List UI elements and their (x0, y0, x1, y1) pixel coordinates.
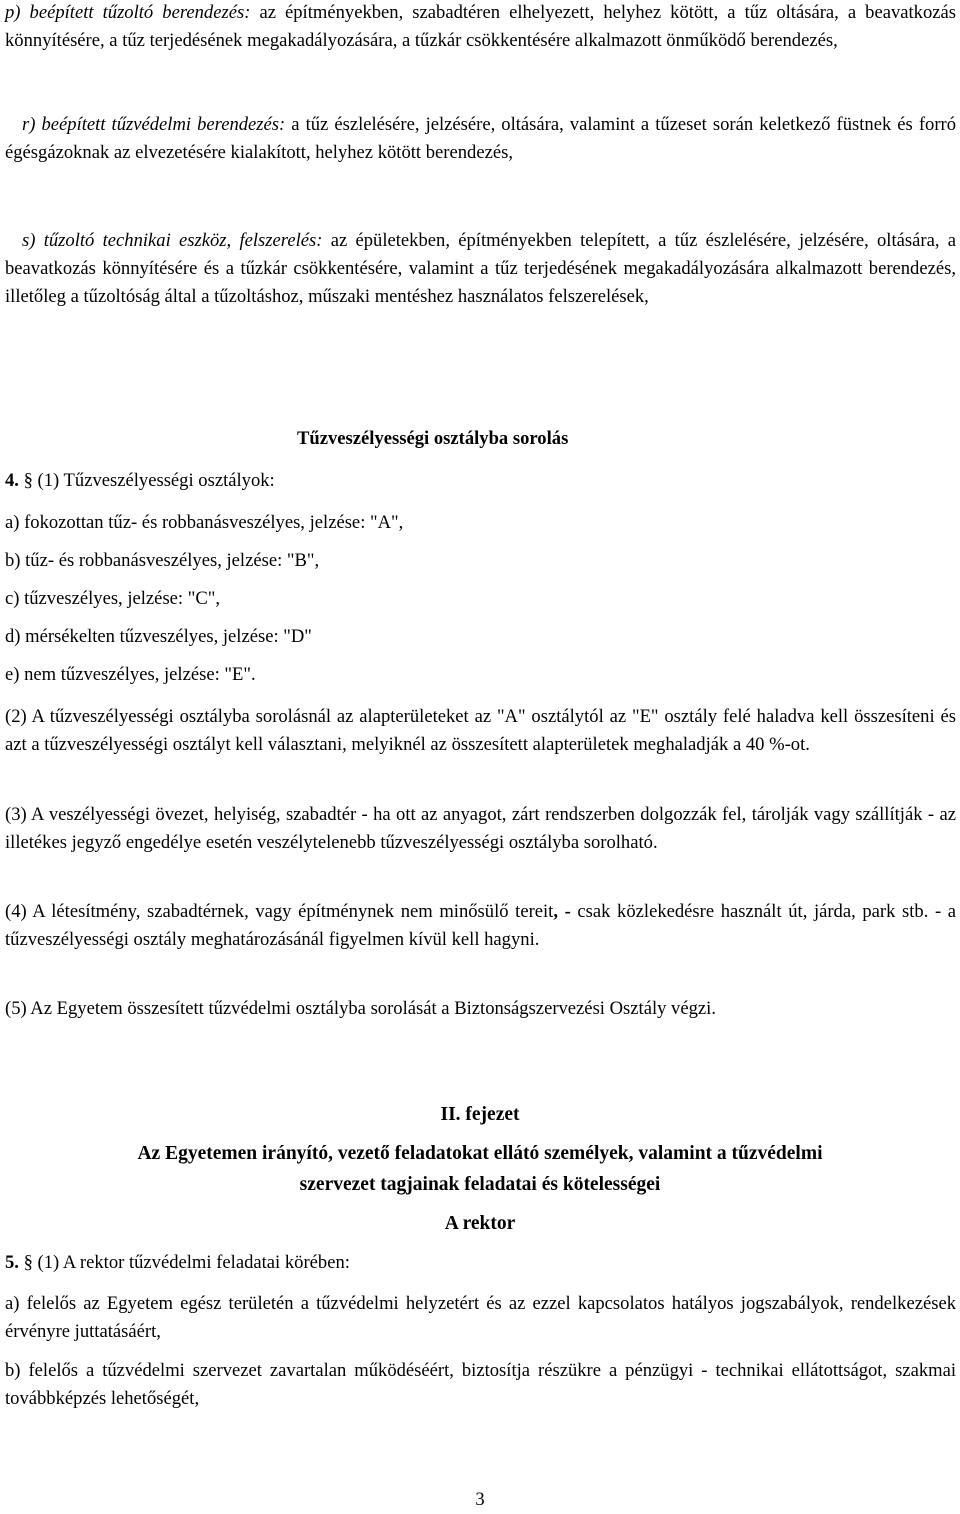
definition-term: s) tűzoltó technikai eszköz, felszerelés: (22, 230, 323, 251)
definition-s (5, 227, 956, 311)
paragraph-3: (3) A veszélyességi övezet, helyiség, szabadtér - ha ott az anyagot, zárt rendszerben dolgozzák fel, tárolják vagy szállítják - az illetékes jegyző engedélye esetén veszélytelenebb tűzveszélyességi osztályba sorolható. (5, 804, 956, 853)
paragraph-5: (5) Az Egyetem összesített tűzvédelmi osztályba sorolását a Biztonságszervezési Osztály végzi. (5, 998, 716, 1019)
definition-r (5, 111, 956, 167)
class-item-b: b) tűz- és robbanásveszélyes, jelzése: "B", (5, 550, 320, 571)
paragraph-2: (2) A tűzveszélyességi osztályba sorolásnál az alapterületeket az "A" osztálytól az "E" osztály felé haladva kell összesíteni és azt a tűzveszélyességi osztályt kell választani, melyiknél az összesített alapterületek meghaladják a 40 %-ot. (5, 706, 956, 755)
paragraph-4 (5, 898, 956, 954)
definition-text: az építményekben, szabadtéren elhelyezett, helyhez kötött, a tűz oltására, a beavatkozás könnyítésére, a tűz terjedésének megakadályozására, a tűzkár csökkentésére alkalmazott önműködő berendezés, (5, 2, 957, 51)
rector-duty-b: b) felelős a tűzvédelmi szervezet zavartalan működéséért, biztosítja részükre a pénzügyi - technikai ellátottságot, szakmai továbbképzés lehetőségét, (5, 1360, 956, 1409)
paragraph-sign: § (23, 470, 33, 491)
page-number: 3 (475, 1489, 485, 1510)
paragraph-sign: § (23, 1252, 33, 1273)
intro-text: (1) Tűzveszélyességi osztályok: (32, 470, 275, 491)
definition-term: p) beépített tűzoltó berendezés: (5, 2, 251, 23)
class-item-e: e) nem tűzveszélyes, jelzése: "E". (5, 664, 256, 685)
section-5-intro (5, 1249, 956, 1277)
section-number: 5. (5, 1252, 19, 1273)
class-item-a: a) fokozottan tűz- és robbanásveszélyes, jelzése: "A", (5, 512, 404, 533)
p4-bold: , - (553, 901, 571, 922)
definition-text: az épületekben, építményekben telepített, a tűz észlelésére, jelzésére, oltására, a beavatkozás könnyítésére és a tűzkár csökkentésére, valamint a tűz terjedésének megakadályozására alkalmazott berendezés, illetőleg a tűzoltóság által a tűzoltáshoz, műszaki mentéshez használatos felszerelések, (5, 230, 957, 307)
chapter-heading: II. fejezet (440, 1104, 520, 1125)
class-item-c: c) tűzveszélyes, jelzése: "C", (5, 588, 220, 609)
chapter-subtitle: A rektor (444, 1213, 516, 1234)
class-item-d: d) mérsékelten tűzveszélyes, jelzése: "D" (5, 626, 312, 647)
chapter-title-line1: Az Egyetemen irányító, vezető feladatokat ellátó személyek, valamint a tűzvédelmi (137, 1143, 823, 1164)
intro-text: (1) A rektor tűzvédelmi feladatai körében: (32, 1252, 350, 1273)
definition-text: a tűz észlelésére, jelzésére, oltására, valamint a tűzeset során keletkező füstnek és forró égésgázoknak az elvezetésére kialakított, helyhez kötött berendezés, (5, 114, 956, 163)
definition-p (5, 0, 956, 55)
chapter-title-line2: szervezet tagjainak feladatai és kötelességei (299, 1174, 661, 1195)
section-4-intro (5, 467, 956, 495)
definition-term: r) beépített tűzvédelmi berendezés: (22, 114, 286, 135)
section-title: Tűzveszélyességi osztályba sorolás (297, 428, 569, 449)
section-number: 4. (5, 470, 19, 491)
p4-text-b: csak közlekedésre használt út, járda, park stb. - a tűzveszélyességi osztály meghatározásánál figyelmen kívül kell hagyni. (5, 901, 957, 950)
rector-duty-a: a) felelős az Egyetem egész területén a tűzvédelmi helyzetért és az ezzel kapcsolatos hatályos jogszabályok, rendelkezések érvényre juttatásáért, (5, 1293, 956, 1342)
p4-text-a: (4) A létesítmény, szabadtérnek, vagy építménynek nem minősülő tereit (5, 901, 554, 922)
